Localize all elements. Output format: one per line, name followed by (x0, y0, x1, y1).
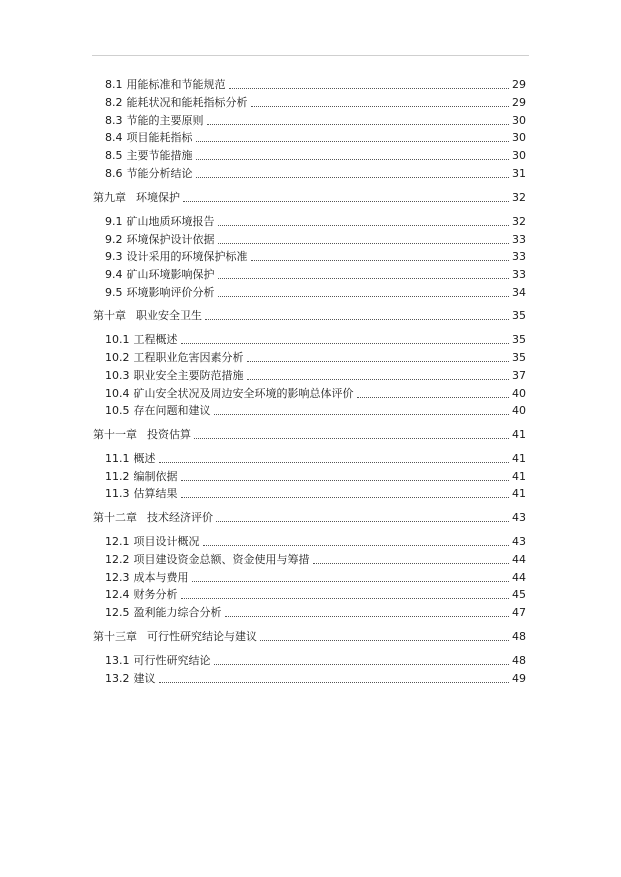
toc-entry-number: 8.5 (105, 149, 123, 162)
toc-page-number: 44 (512, 571, 526, 584)
toc-entry-title: 估算结果 (133, 487, 178, 500)
toc-entry-title: 矿山环境影响保护 (126, 268, 215, 281)
toc-entry-number: 9.2 (105, 233, 123, 246)
toc-entry-number: 11.3 (105, 487, 130, 500)
toc-entry-title: 技术经济评价 (147, 511, 213, 524)
toc-dot-leader (207, 123, 510, 125)
toc-dot-leader (205, 318, 509, 320)
toc-entry-number: 第十章 (93, 309, 126, 322)
toc-page-number: 33 (512, 250, 526, 263)
toc-entry-title: 可行性研究结论与建议 (147, 630, 257, 643)
toc-page-number: 35 (512, 309, 526, 322)
toc-entry-number: 9.1 (105, 215, 123, 228)
toc-section-entry[interactable] (105, 672, 526, 686)
toc-entry-number: 12.2 (105, 553, 130, 566)
toc-chapter-entry[interactable] (93, 309, 526, 323)
toc-entry-title: 项目设计概况 (133, 535, 200, 548)
toc-dot-leader (251, 105, 510, 107)
toc-entry-number: 10.4 (105, 387, 130, 400)
toc-entry-number: 10.3 (105, 369, 130, 382)
toc-page-number: 43 (512, 511, 526, 524)
toc-entry-title: 职业安全卫生 (136, 309, 202, 322)
toc-entry-number: 10.5 (105, 404, 130, 417)
toc-entry-title: 项目建设资金总额、资金使用与筹措 (133, 553, 310, 566)
toc-section-entry[interactable] (105, 96, 526, 110)
toc-page-number: 31 (512, 167, 526, 180)
toc-section-entry[interactable] (105, 487, 526, 501)
toc-section-entry[interactable] (105, 553, 526, 567)
toc-dot-leader (194, 437, 509, 439)
toc-entry-title: 投资估算 (147, 428, 191, 441)
toc-dot-leader (159, 461, 510, 463)
toc-entry-number: 第十二章 (93, 511, 137, 524)
toc-page-number: 45 (512, 588, 526, 601)
toc-dot-leader (357, 396, 510, 398)
toc-dot-leader (218, 277, 510, 279)
toc-page-number: 43 (512, 535, 526, 548)
toc-dot-leader (159, 681, 510, 683)
toc-entry-title: 环境保护 (136, 191, 180, 204)
toc-entry-title: 存在问题和建议 (133, 404, 211, 417)
toc-entry-number: 12.1 (105, 535, 130, 548)
toc-page-number: 41 (512, 452, 526, 465)
toc-entry-title: 项目能耗指标 (126, 131, 193, 144)
toc-entry-title: 节能的主要原则 (126, 114, 204, 127)
toc-entry-title: 能耗状况和能耗指标分析 (126, 96, 248, 109)
toc-entry-title: 设计采用的环境保护标准 (126, 250, 248, 263)
toc-section-entry[interactable] (105, 250, 526, 264)
toc-entry-title: 主要节能措施 (126, 149, 193, 162)
toc-page-number: 49 (512, 672, 526, 685)
toc-page-number: 41 (512, 470, 526, 483)
toc-entry-title: 节能分析结论 (126, 167, 193, 180)
toc-dot-leader (181, 597, 510, 599)
toc-page-number: 32 (512, 191, 526, 204)
toc-chapter-entry[interactable] (93, 428, 526, 442)
toc-section-entry[interactable] (105, 268, 526, 282)
toc-entry-number: 8.6 (105, 167, 123, 180)
header-rule (92, 55, 529, 56)
toc-chapter-entry[interactable] (93, 191, 526, 205)
toc-page-number: 29 (512, 96, 526, 109)
toc-section-entry[interactable] (105, 387, 526, 401)
toc-section-entry[interactable] (105, 78, 526, 92)
toc-entry-number: 第九章 (93, 191, 126, 204)
toc-entry-title: 职业安全主要防范措施 (133, 369, 244, 382)
toc-section-entry[interactable] (105, 654, 526, 668)
toc-entry-number: 11.2 (105, 470, 130, 483)
toc-page-number: 30 (512, 131, 526, 144)
toc-entry-number: 10.2 (105, 351, 130, 364)
toc-page-number: 30 (512, 149, 526, 162)
toc-entry-number: 第十三章 (93, 630, 137, 643)
toc-dot-leader (225, 615, 510, 617)
toc-dot-leader (229, 87, 510, 89)
toc-section-entry[interactable] (105, 571, 526, 585)
toc-page-number: 29 (512, 78, 526, 91)
toc-entry-title: 矿山地质环境报告 (126, 215, 215, 228)
toc-section-entry[interactable] (105, 588, 526, 602)
toc-entry-number: 12.4 (105, 588, 130, 601)
toc-section-entry[interactable] (105, 114, 526, 128)
toc-page-number: 41 (512, 428, 526, 441)
toc-entry-title: 财务分析 (133, 588, 178, 601)
toc-entry-title: 盈利能力综合分析 (133, 606, 222, 619)
toc-section-entry[interactable] (105, 404, 526, 418)
toc-page-number: 35 (512, 333, 526, 346)
toc-chapter-entry[interactable] (93, 630, 526, 644)
toc-dot-leader (214, 413, 510, 415)
toc-page-number: 34 (512, 286, 526, 299)
toc-entry-title: 编制依据 (133, 470, 178, 483)
toc-entry-number: 10.1 (105, 333, 130, 346)
toc-dot-leader (181, 496, 510, 498)
toc-dot-leader (218, 295, 510, 297)
toc-page-number: 47 (512, 606, 526, 619)
toc-section-entry[interactable] (105, 535, 526, 549)
toc-page-number: 35 (512, 351, 526, 364)
toc-page-number: 40 (512, 404, 526, 417)
toc-page-number: 41 (512, 487, 526, 500)
toc-entry-number: 9.4 (105, 268, 123, 281)
toc-entry-title: 建议 (133, 672, 156, 685)
toc-section-entry[interactable] (105, 149, 526, 163)
toc-dot-leader (251, 259, 510, 261)
toc-dot-leader (181, 342, 510, 344)
toc-section-entry[interactable] (105, 351, 526, 365)
toc-dot-leader (196, 158, 510, 160)
toc-dot-leader (247, 378, 510, 380)
toc-dot-leader (216, 520, 509, 522)
toc-section-entry[interactable] (105, 470, 526, 484)
toc-entry-number: 13.2 (105, 672, 130, 685)
toc-section-entry[interactable] (105, 606, 526, 620)
toc-section-entry[interactable] (105, 333, 526, 347)
toc-dot-leader (313, 562, 510, 564)
toc-page-number: 48 (512, 630, 526, 643)
toc-entry-title: 工程概述 (133, 333, 178, 346)
toc-dot-leader (183, 200, 509, 202)
toc-entry-number: 8.2 (105, 96, 123, 109)
toc-dot-leader (260, 639, 509, 641)
toc-dot-leader (218, 224, 510, 226)
toc-page-number: 30 (512, 114, 526, 127)
toc-entry-title: 用能标准和节能规范 (126, 78, 226, 91)
toc-entry-title: 工程职业危害因素分析 (133, 351, 244, 364)
toc-page-number: 33 (512, 268, 526, 281)
toc-dot-leader (192, 580, 510, 582)
toc-entry-number: 12.3 (105, 571, 130, 584)
toc-section-entry[interactable] (105, 215, 526, 229)
toc-entry-number: 9.5 (105, 286, 123, 299)
toc-entry-title: 矿山安全状况及周边安全环境的影响总体评价 (133, 387, 354, 400)
toc-entry-title: 环境影响评价分析 (126, 286, 215, 299)
toc-dot-leader (196, 176, 510, 178)
toc-page-number: 37 (512, 369, 526, 382)
toc-page-number: 48 (512, 654, 526, 667)
toc-dot-leader (203, 544, 510, 546)
toc-entry-number: 12.5 (105, 606, 130, 619)
toc-entry-number: 13.1 (105, 654, 130, 667)
toc-entry-title: 可行性研究结论 (133, 654, 211, 667)
toc-entry-title: 成本与费用 (133, 571, 189, 584)
toc-page-number: 44 (512, 553, 526, 566)
toc-dot-leader (196, 140, 510, 142)
toc-section-entry[interactable] (105, 286, 526, 300)
toc-entry-number: 9.3 (105, 250, 123, 263)
toc-section-entry[interactable] (105, 452, 526, 466)
toc-dot-leader (214, 663, 510, 665)
toc-dot-leader (218, 242, 510, 244)
toc-dot-leader (181, 479, 510, 481)
toc-page-number: 33 (512, 233, 526, 246)
toc-entry-number: 11.1 (105, 452, 130, 465)
toc-entry-title: 环境保护设计依据 (126, 233, 215, 246)
toc-entry-number: 8.4 (105, 131, 123, 144)
toc-section-entry[interactable] (105, 369, 526, 383)
toc-chapter-entry[interactable] (93, 511, 526, 525)
toc-section-entry[interactable] (105, 233, 526, 247)
toc-dot-leader (247, 360, 510, 362)
toc-section-entry[interactable] (105, 167, 526, 181)
toc-entry-number: 8.3 (105, 114, 123, 127)
toc-entry-number: 8.1 (105, 78, 123, 91)
toc-page-number: 32 (512, 215, 526, 228)
toc-entry-title: 概述 (133, 452, 156, 465)
toc-section-entry[interactable] (105, 131, 526, 145)
toc-page-number: 40 (512, 387, 526, 400)
toc-entry-number: 第十一章 (93, 428, 137, 441)
